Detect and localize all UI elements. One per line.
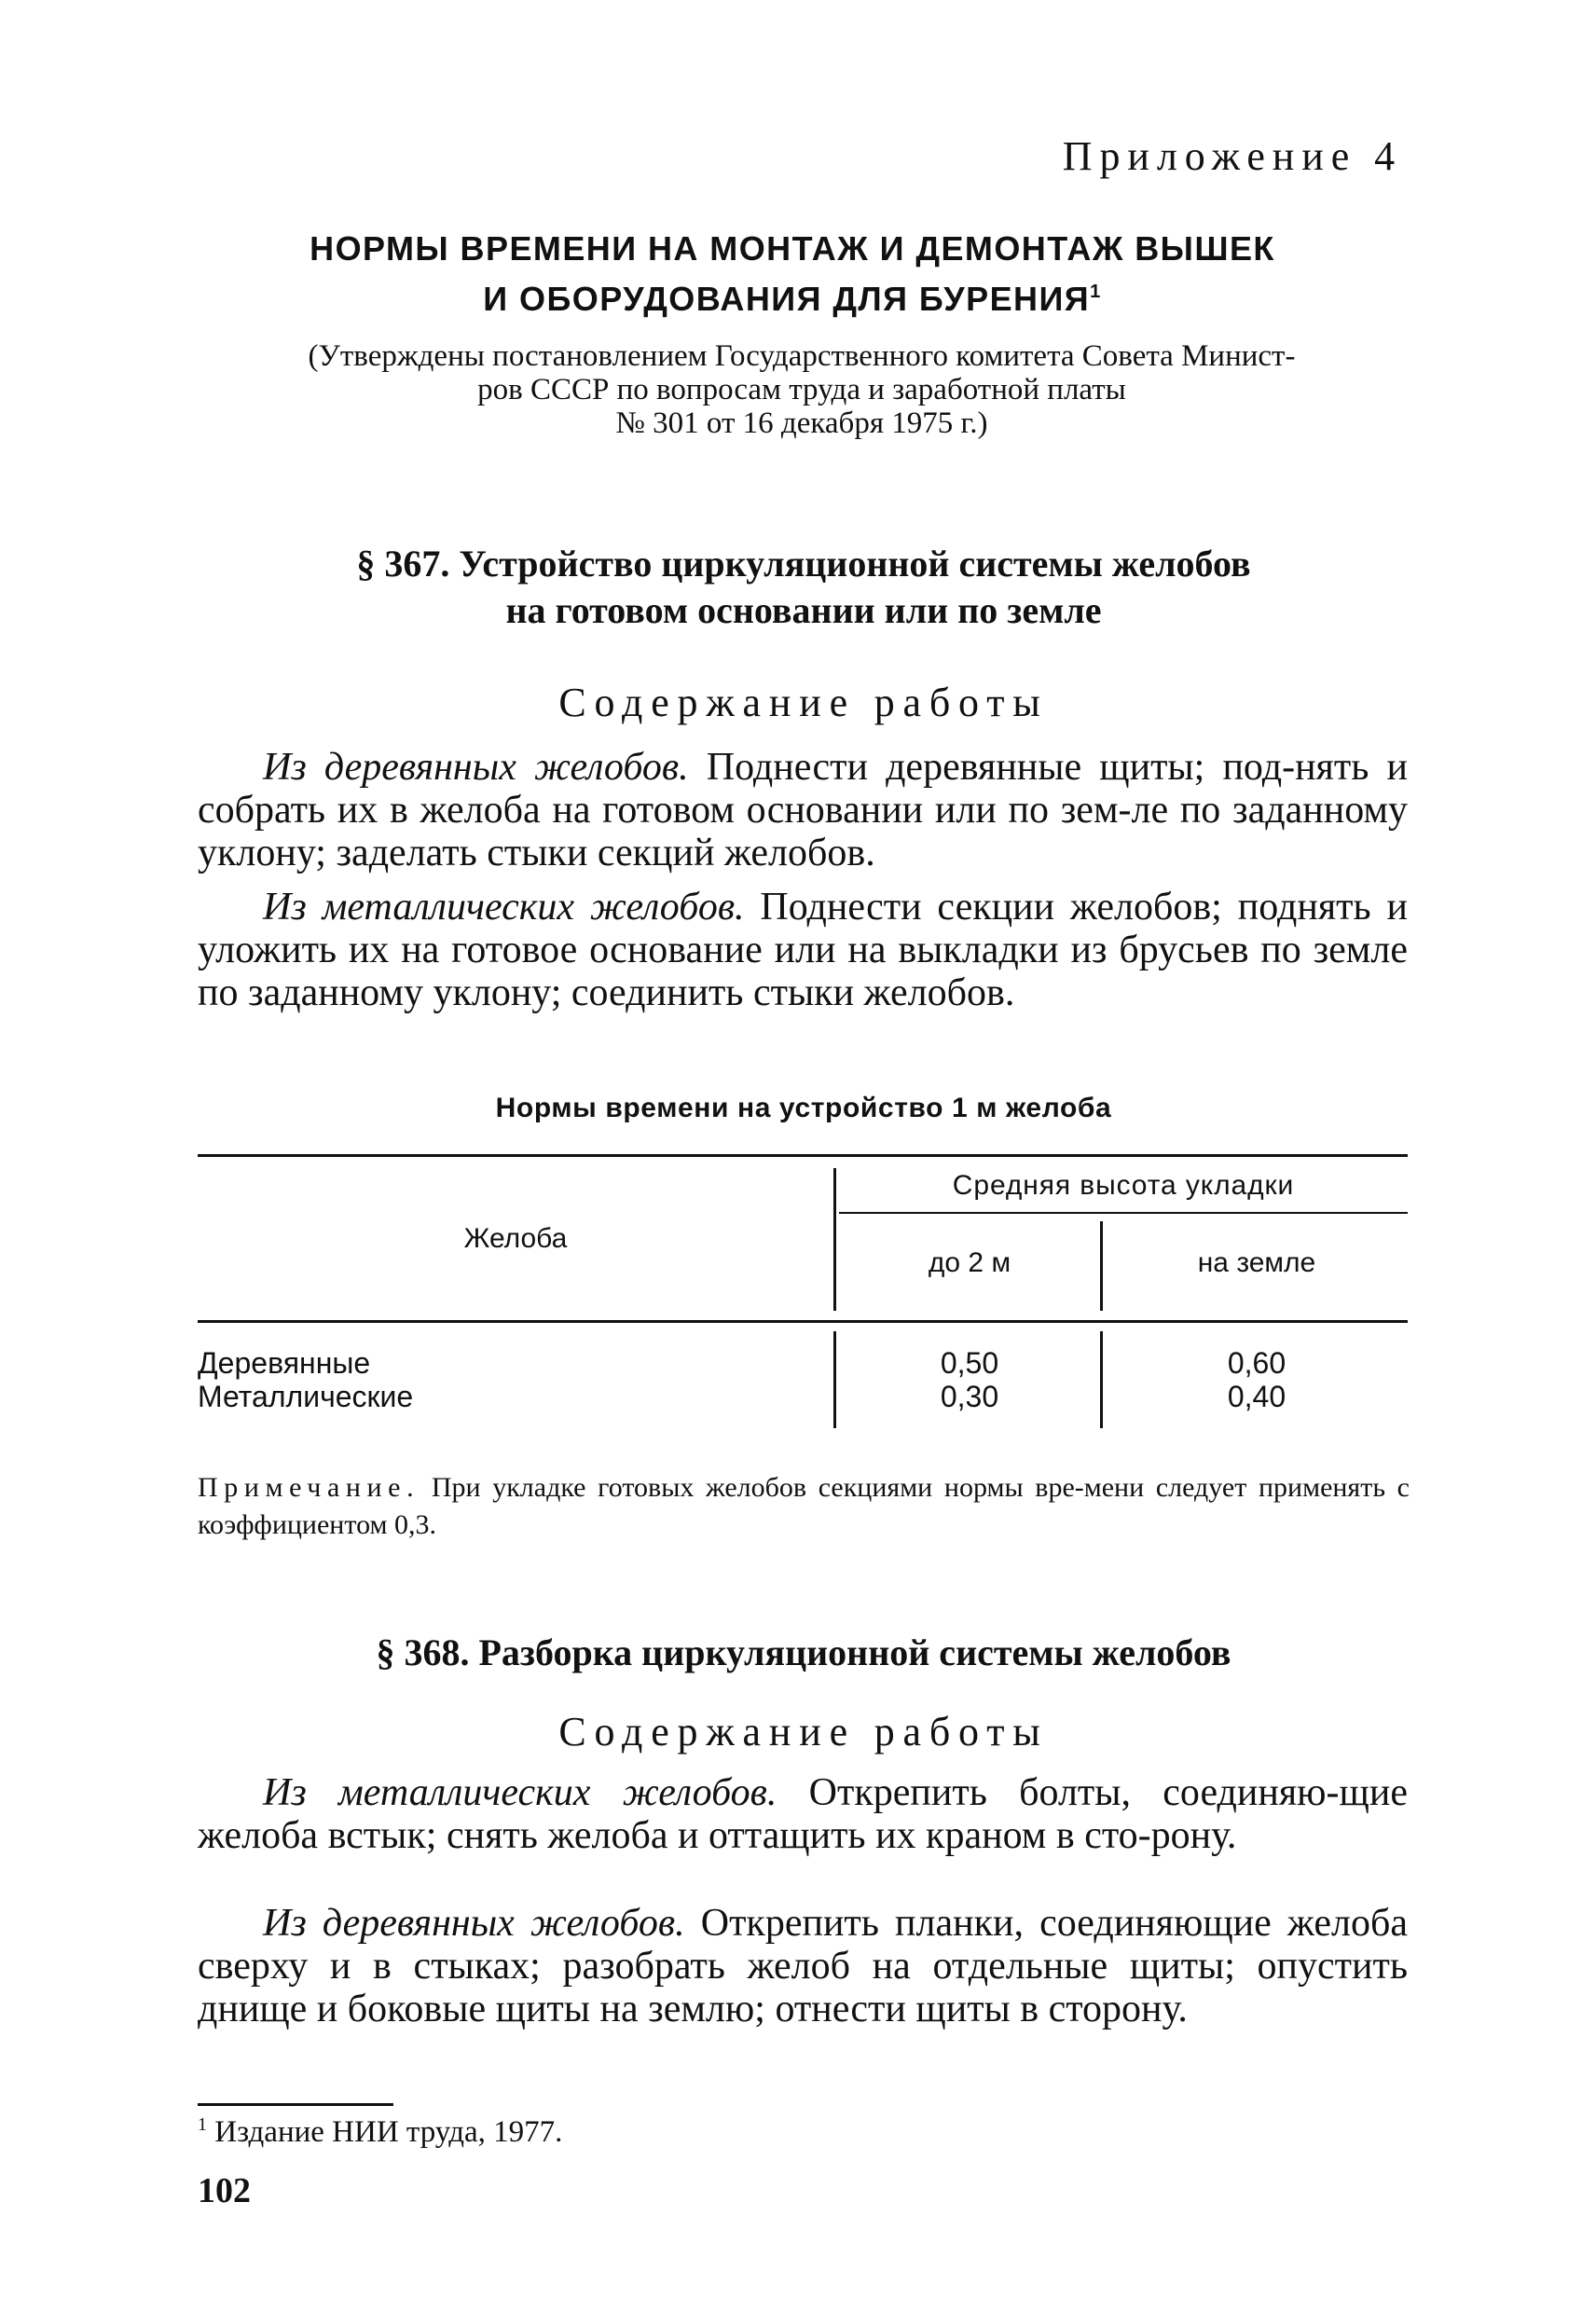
section-368-title: § 368. Разборка циркуляционной системы желобов (376, 1631, 1231, 1673)
note-label: Примечание. (198, 1472, 420, 1503)
document-title (186, 227, 1398, 321)
page-number: 102 (198, 2171, 251, 2210)
section-368-subheading: Содержание работы (558, 1709, 1049, 1755)
table-vertical-rule-2 (1100, 1221, 1103, 1311)
approval-line-3: № 301 от 16 декабря 1975 г.) (615, 406, 988, 440)
paragraph-lead: Из металлических желобов. (263, 886, 745, 929)
table-top-rule (198, 1154, 1408, 1157)
section-367-title-line-1: § 367. Устройство циркуляционной системы желобов (356, 543, 1251, 585)
footnote-rule (198, 2103, 393, 2106)
paragraph-lead: Из металлических желобов. (263, 1771, 777, 1814)
paragraph-lead: Из деревянных желобов. (263, 1902, 685, 1945)
approval-line-1: (Утверждены постановлением Государственного комитета Совета Минист- (308, 339, 1296, 373)
table-body-vertical-rule-1 (833, 1331, 836, 1428)
paragraph-text: Поднести секции желобов; поднять и уложить их на готовое основание или на выкладки из брусьев по земле по заданному уклону; соединить стыки желобов. (198, 886, 1409, 1014)
footnote-text: Издание НИИ труда, 1977. (207, 2115, 563, 2149)
table-caption: Нормы времени на устройство 1 м желоба (495, 1093, 1112, 1123)
row-value-on-ground: 0,40 (1227, 1380, 1286, 1413)
paragraph-text: Поднести деревянные щиты; под-нять и собрать их в желоба на готовом основании или по зем-ле по заданному уклону; заделать стыки секций желобов. (198, 746, 1408, 874)
title-line-2-text: И ОБОРУДОВАНИЯ ДЛЯ БУРЕНИЯ (483, 280, 1091, 318)
approval-line-2: ров СССР по вопросам труда и заработной платы (477, 373, 1126, 406)
column-header-on-ground: на земле (1197, 1247, 1316, 1278)
paragraph-lead: Из деревянных желобов. (263, 746, 689, 789)
row-name: Деревянные (198, 1346, 371, 1380)
appendix-label: Приложение 4 (1062, 133, 1402, 179)
paragraph-text: Открепить болты, соединяю-щие желоба встык; снять желоба и оттащить их краном в сто-рону. (198, 1771, 1408, 1857)
section-367-paragraph-1 (198, 746, 1408, 874)
footnote-mark: 1 (198, 2114, 207, 2135)
row-value-up-to-2m: 0,30 (940, 1380, 999, 1413)
row-value-on-ground: 0,60 (1227, 1346, 1286, 1380)
paragraph-text: Открепить планки, соединяющие желоба сверху и в стыках; разобрать желоб на отдельные щиты; опустить днище и боковые щиты на землю; отнести щиты в сторону. (198, 1902, 1408, 2030)
title-line-2 (186, 270, 1398, 321)
table-vertical-rule-1 (833, 1168, 836, 1311)
section-367-title (198, 541, 1410, 634)
table-header-rule (198, 1320, 1408, 1323)
section-368-paragraph-1 (198, 1771, 1408, 1857)
table-body-vertical-rule-2 (1100, 1331, 1103, 1428)
section-367-subheading: Содержание работы (558, 680, 1049, 725)
footnote (198, 2114, 562, 2150)
section-367-title-line-2: на готовом основании или по земле (505, 589, 1102, 631)
row-value-up-to-2m: 0,50 (940, 1346, 999, 1380)
section-368-paragraph-2 (198, 1902, 1408, 2030)
approval-note (186, 339, 1417, 440)
title-footnote-mark: 1 (1090, 282, 1102, 302)
title-line-1: НОРМЫ ВРЕМЕНИ НА МОНТАЖ И ДЕМОНТАЖ ВЫШЕК (310, 229, 1275, 268)
column-header-gutters: Желоба (463, 1223, 568, 1254)
table-group-rule (839, 1212, 1408, 1214)
row-name: Металлические (198, 1380, 414, 1413)
column-group-header: Средняя высота укладки (952, 1170, 1295, 1201)
note-text: При укладке готовых желобов секциями нормы вре-мени следует применять с коэффициентом 0,3. (198, 1472, 1410, 1540)
table-note (198, 1469, 1410, 1544)
column-header-up-to-2m: до 2 м (928, 1247, 1011, 1278)
section-367-paragraph-2 (198, 886, 1408, 1014)
